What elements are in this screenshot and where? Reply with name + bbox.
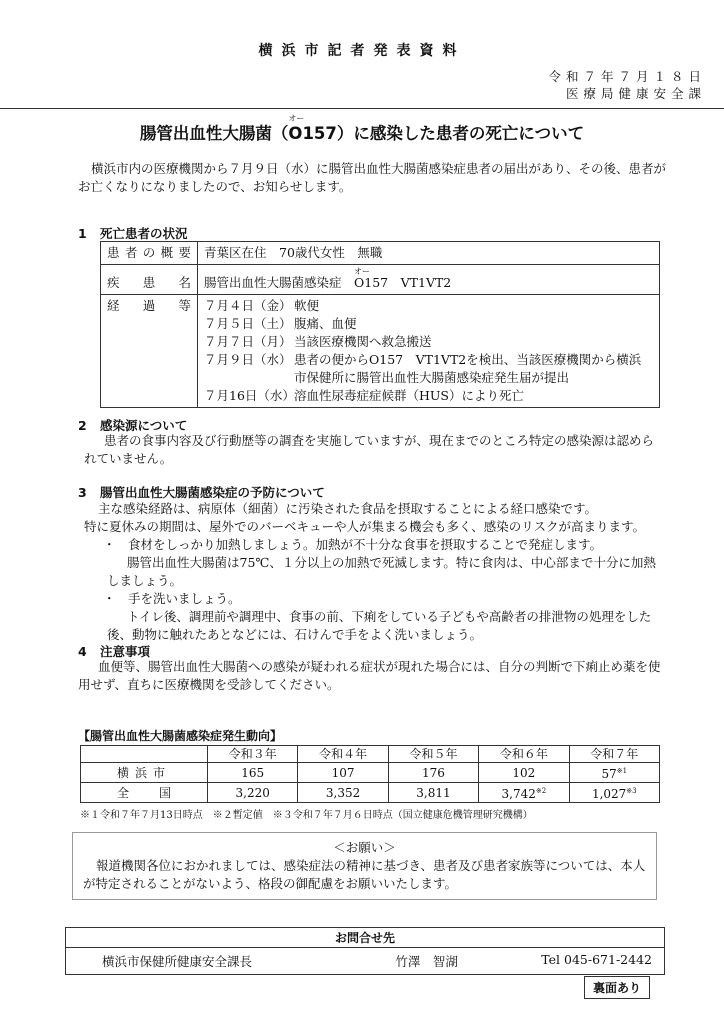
row-label: 全国 bbox=[81, 783, 208, 803]
row-label: 患者の概要 bbox=[101, 242, 198, 265]
o-letter: O bbox=[354, 275, 365, 290]
cell bbox=[479, 763, 569, 783]
title-part: 157）に感染した患者の死亡について bbox=[302, 124, 585, 143]
title-o-ruby bbox=[288, 114, 305, 143]
timeline-event: 患者の便からO157 VT1VT2を検出、当該医療機関から横浜市保健所に腸管出血性大腸菌感染症発生届が提出 bbox=[294, 352, 642, 385]
cell bbox=[569, 763, 659, 783]
bullet-detail: 腸管出血性大腸菌は75℃、１分以上の加熱で死滅します。特に食肉は、中心部まで十分に加熱しましょう。 bbox=[107, 555, 656, 588]
column-header: 令和５年 bbox=[388, 746, 478, 763]
value: 176 bbox=[422, 765, 445, 780]
prevention-bullet: ・ 食材をしっかり加熱しましょう。加熱が不十分な食事を摂取することで発症します。 腸管出血性大腸菌は75℃、１分以上の加熱で死滅します。特に食肉は、中心部まで十分に加熱しましょう。 bbox=[103, 536, 658, 590]
bullet-title: 食材をしっかり加熱しましょう。加熱が不十分な食事を摂取することで発症します。 bbox=[128, 537, 603, 552]
timeline-item bbox=[204, 333, 653, 351]
request-body: 報道機関各位におかれましては、感染症法の精神に基づき、患者及び患者家族等については、本人が特定されることがないよう、格段の御配慮をお願いいたします。 bbox=[83, 858, 646, 891]
section3-heading bbox=[78, 483, 325, 501]
value: 107 bbox=[331, 765, 355, 780]
cell bbox=[479, 783, 569, 803]
footnote-mark: ※1 bbox=[616, 767, 628, 775]
value: 3,352 bbox=[325, 785, 361, 800]
contact-name: 竹澤 智湖 bbox=[395, 954, 458, 969]
patient-status-table bbox=[100, 241, 660, 408]
cell bbox=[208, 763, 298, 783]
section-number: 2 bbox=[78, 418, 87, 433]
timeline-date: ７月５日（土） bbox=[204, 316, 292, 331]
cell bbox=[298, 783, 388, 803]
bullet-detail: トイレ後、調理前や調理中、食事の前、下痢をしている子どもや高齢者の排泄物の処理をした後、動物に触れたあとなどには、石けんで手をよく洗いましょう。 bbox=[107, 609, 652, 642]
release-date: 令和７年７月１８日 bbox=[548, 69, 706, 84]
row-label: 横浜市 bbox=[81, 763, 208, 783]
table-header-row bbox=[66, 928, 665, 948]
cell bbox=[388, 763, 478, 783]
table-row bbox=[101, 265, 660, 295]
column-header: 令和３年 bbox=[208, 746, 298, 763]
cell bbox=[388, 783, 478, 803]
section-number: 4 bbox=[78, 644, 87, 659]
cell bbox=[298, 763, 388, 783]
timeline-item bbox=[204, 315, 653, 333]
bullet-title: 手を洗いましょう。 bbox=[128, 591, 241, 606]
value: 3,811 bbox=[416, 785, 451, 800]
contact-row bbox=[66, 948, 665, 975]
timeline-date: ７月７日（月） bbox=[204, 334, 292, 349]
section-title: 腸管出血性大腸菌感染症の予防について bbox=[100, 485, 325, 500]
intro-paragraph: 横浜市内の医療機関から７月９日（水）に腸管出血性大腸菌感染症患者の届出があり、その後、患者がお亡くなりになりましたので、お知らせします。 bbox=[78, 161, 667, 194]
table-row bbox=[101, 242, 660, 265]
timeline-date: ７月４日（金） bbox=[204, 298, 292, 313]
request-heading: ＜お願い＞ bbox=[333, 840, 396, 855]
contact-heading: お問合せ先 bbox=[66, 928, 665, 948]
row-label: 経過等 bbox=[101, 295, 198, 408]
strain: 157 VT1VT2 bbox=[364, 275, 452, 290]
value: 3,742 bbox=[501, 787, 536, 801]
timeline-event: 軟便 bbox=[294, 298, 320, 313]
timeline-item bbox=[204, 387, 653, 405]
value: 1,027 bbox=[591, 787, 627, 801]
title-o: O bbox=[288, 124, 303, 143]
row-value: 青葉区在住 70歳代女性 無職 bbox=[198, 242, 660, 265]
timeline-event: 当該医療機関へ救急搬送 bbox=[294, 334, 432, 349]
timeline-event: 腹痛、血便 bbox=[294, 316, 357, 331]
reverse-side-note: 裏面あり bbox=[584, 976, 650, 999]
value: 3,220 bbox=[235, 785, 270, 800]
cell bbox=[208, 783, 298, 803]
ruby-text: オー bbox=[288, 114, 305, 123]
section2-body: 患者の食事内容及び行動歴等の調査を実施していますが、現在までのところ特定の感染源は認められていません。 bbox=[84, 433, 655, 466]
trend-table bbox=[80, 745, 660, 803]
column-header: 令和４年 bbox=[298, 746, 388, 763]
contact-table bbox=[65, 927, 665, 975]
table-header-row bbox=[81, 746, 660, 763]
trend-table-title: 【腸管出血性大腸菌感染症発生動向】 bbox=[78, 729, 283, 743]
footnote-mark: ※2 bbox=[535, 787, 547, 795]
row-value bbox=[198, 265, 660, 295]
section-title: 注意事項 bbox=[100, 644, 151, 659]
timeline-item bbox=[204, 351, 653, 387]
value: 102 bbox=[512, 765, 536, 780]
section1-heading bbox=[78, 224, 188, 242]
timeline-item bbox=[204, 297, 653, 315]
prevention-bullet: ・ 手を洗いましょう。 トイレ後、調理前や調理中、食事の前、下痢をしている子どもや高齢者の排泄物の処理をした後、動物に触れたあとなどには、石けんで手をよく洗いましょう。 bbox=[103, 590, 658, 644]
page-title bbox=[0, 114, 724, 144]
section3-body1: 主な感染経路は、病原体（細菌）に汚染された食品を摂取することによる経口感染です。 bbox=[98, 501, 598, 516]
row-label: 疾患名 bbox=[101, 265, 198, 295]
value: 57 bbox=[601, 767, 617, 781]
contact-section: 横浜市保健所健康安全課長 bbox=[102, 954, 253, 969]
column-header: 令和７年 bbox=[569, 746, 659, 763]
timeline-date: ７月９日（水） bbox=[204, 352, 292, 367]
table-row bbox=[81, 763, 660, 783]
department: 医療局健康安全課 bbox=[565, 86, 706, 101]
table-row bbox=[66, 948, 665, 975]
trend-footnote: ※１令和７年７月13日時点 ※２暫定値 ※３令和７年７月６日時点（国立健康危機管理研究機構） bbox=[80, 810, 533, 821]
title-part: 腸管出血性大腸菌（ bbox=[139, 124, 289, 143]
section4-body: 血便等、腸管出血性大腸菌への感染が疑われる症状が現れた場合には、自分の判断で下痢止め薬を使用せず、直ちに医療機関を受診してください。 bbox=[78, 659, 661, 692]
request-box bbox=[72, 832, 657, 900]
value: 165 bbox=[241, 765, 265, 780]
table-row bbox=[101, 295, 660, 408]
ruby-text: オー bbox=[354, 267, 371, 276]
header-divider bbox=[0, 108, 724, 109]
header-title: 横浜市記者発表資料 bbox=[258, 43, 466, 59]
section3-body2: 特に夏休みの期間は、屋外でのバーベキューや人が集まる機会も多く、感染のリスクが高まります。 bbox=[84, 519, 646, 534]
timeline-date: ７月16日（水） bbox=[204, 388, 295, 403]
section-title: 感染源について bbox=[100, 418, 188, 433]
section-number: 3 bbox=[78, 485, 87, 500]
cell bbox=[569, 783, 659, 803]
section-number: 1 bbox=[78, 226, 87, 241]
section-title: 死亡患者の状況 bbox=[100, 226, 188, 241]
timeline bbox=[198, 295, 660, 408]
timeline-event: 溶血性尿毒症症候群（HUS）により死亡 bbox=[294, 388, 524, 403]
footnote-mark: ※3 bbox=[626, 787, 637, 795]
contact-tel[interactable]: Tel 045-671-2442 bbox=[541, 952, 652, 967]
column-header: 令和６年 bbox=[479, 746, 569, 763]
o-ruby bbox=[354, 267, 371, 292]
disease-name: 腸管出血性大腸菌感染症 bbox=[204, 275, 355, 290]
table-row bbox=[81, 783, 660, 803]
corner-cell bbox=[81, 746, 208, 763]
